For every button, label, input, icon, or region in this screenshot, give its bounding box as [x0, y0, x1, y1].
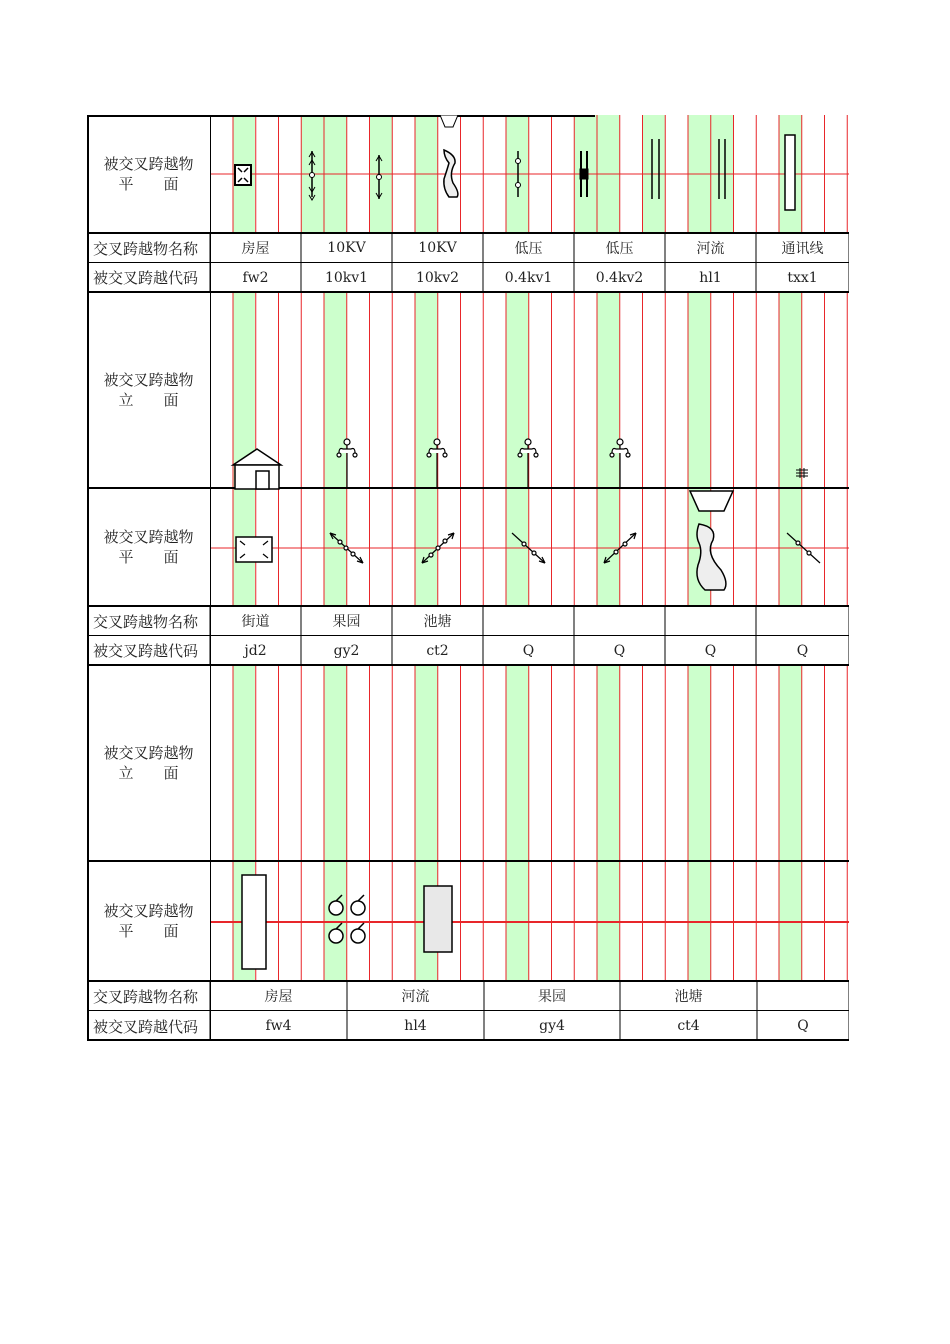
section1-code-4: 0.4kv1	[504, 269, 553, 286]
comm-line-plan-icon	[785, 135, 795, 210]
section2-name-1: 街道	[241, 614, 270, 630]
section1-code-1: fw2	[242, 269, 269, 286]
comm-elevation-icon	[796, 468, 808, 478]
pole-elevation-icon-1	[337, 439, 357, 489]
crossing-table	[87, 115, 849, 1041]
house-plan-icon-3	[242, 875, 266, 969]
plan-label-1: 被交叉跨越物 平 面	[103, 155, 194, 193]
section1-code-2: 10kv1	[324, 269, 369, 286]
section2-code-1: jd2	[244, 642, 267, 659]
section3-name-3: 果园	[538, 989, 566, 1005]
section1-name-3: 10KV	[418, 240, 457, 256]
section2-code-6: Q	[704, 642, 717, 659]
symbols-layer	[87, 115, 849, 1041]
pole-elevation-icon-4	[610, 439, 630, 489]
section3-code-5: Q	[797, 1018, 809, 1034]
section1-name-1: 房屋	[241, 241, 270, 257]
elevation-label-2: 被交叉跨越物 立 面	[103, 744, 194, 782]
section1-name-5: 低压	[605, 241, 634, 257]
house-elevation-icon	[233, 449, 281, 489]
pole-elevation-icon-3	[518, 439, 538, 489]
section1-code-3: 10kv2	[415, 269, 460, 286]
section3-code-3: gy4	[539, 1018, 565, 1034]
section3-code-4: ct4	[677, 1018, 700, 1034]
section3-name-2: 河流	[401, 989, 430, 1005]
section2-code-5: Q	[613, 642, 626, 659]
section2-code-2: gy2	[333, 642, 360, 659]
section1-name-4: 低压	[514, 241, 543, 257]
pond-cross-icon	[690, 491, 733, 590]
plan-label-3: 被交叉跨越物 平 面	[103, 902, 194, 940]
section2-name-2: 果园	[332, 614, 361, 630]
section1-name-6: 河流	[696, 241, 725, 257]
section1-name-7: 通讯线	[781, 241, 824, 257]
house-plan-icon	[235, 165, 251, 185]
code-label-1: 被交叉跨越代码	[93, 269, 199, 287]
hv-cross-icon-2	[422, 533, 454, 563]
hv-cross-icon-1	[330, 533, 363, 563]
section2-name-3: 池塘	[423, 614, 452, 630]
name-label-2: 交叉跨越物名称	[93, 612, 199, 631]
pond-plan-icon-3	[424, 886, 452, 952]
name-label-1: 交叉跨越物名称	[93, 239, 199, 258]
section1-name-2: 10KV	[327, 240, 366, 256]
section3-code-2: hl4	[404, 1018, 427, 1034]
lv-line-plan-icon-2	[580, 151, 588, 197]
name-label-3: 交叉跨越物名称	[93, 987, 199, 1006]
lv-cross-icon-1	[512, 533, 545, 563]
lv-line-plan-icon-1	[516, 151, 521, 197]
section2-code-7: Q	[796, 642, 809, 659]
pond-plan-icon	[440, 115, 458, 197]
river-plan-icon	[652, 139, 659, 199]
plan-label-2: 被交叉跨越物 平 面	[103, 528, 194, 566]
river-plan-icon-2	[719, 139, 725, 199]
section1-code-5: 0.4kv2	[595, 269, 644, 286]
hv-line-plan-icon-1	[309, 151, 315, 200]
section1-code-7: txx1	[787, 269, 818, 286]
section2-code-4: Q	[522, 642, 535, 659]
code-label-2: 被交叉跨越代码	[93, 642, 199, 660]
comm-cross-icon	[787, 533, 820, 563]
section2-code-3: ct2	[426, 642, 449, 659]
pole-elevation-icon-2	[427, 439, 447, 489]
lv-cross-icon-2	[604, 533, 636, 563]
section3-name-4: 池塘	[674, 989, 703, 1005]
section3-name-1: 房屋	[264, 989, 293, 1005]
section1-code-6: hl1	[699, 269, 722, 286]
code-label-3: 被交叉跨越代码	[93, 1017, 199, 1036]
hv-line-plan-icon-2	[376, 155, 382, 199]
street-plan-icon	[236, 537, 272, 562]
section3-code-1: fw4	[265, 1018, 292, 1034]
elevation-label-1: 被交叉跨越物 立 面	[103, 371, 194, 409]
orchard-plan-icon	[329, 895, 365, 943]
